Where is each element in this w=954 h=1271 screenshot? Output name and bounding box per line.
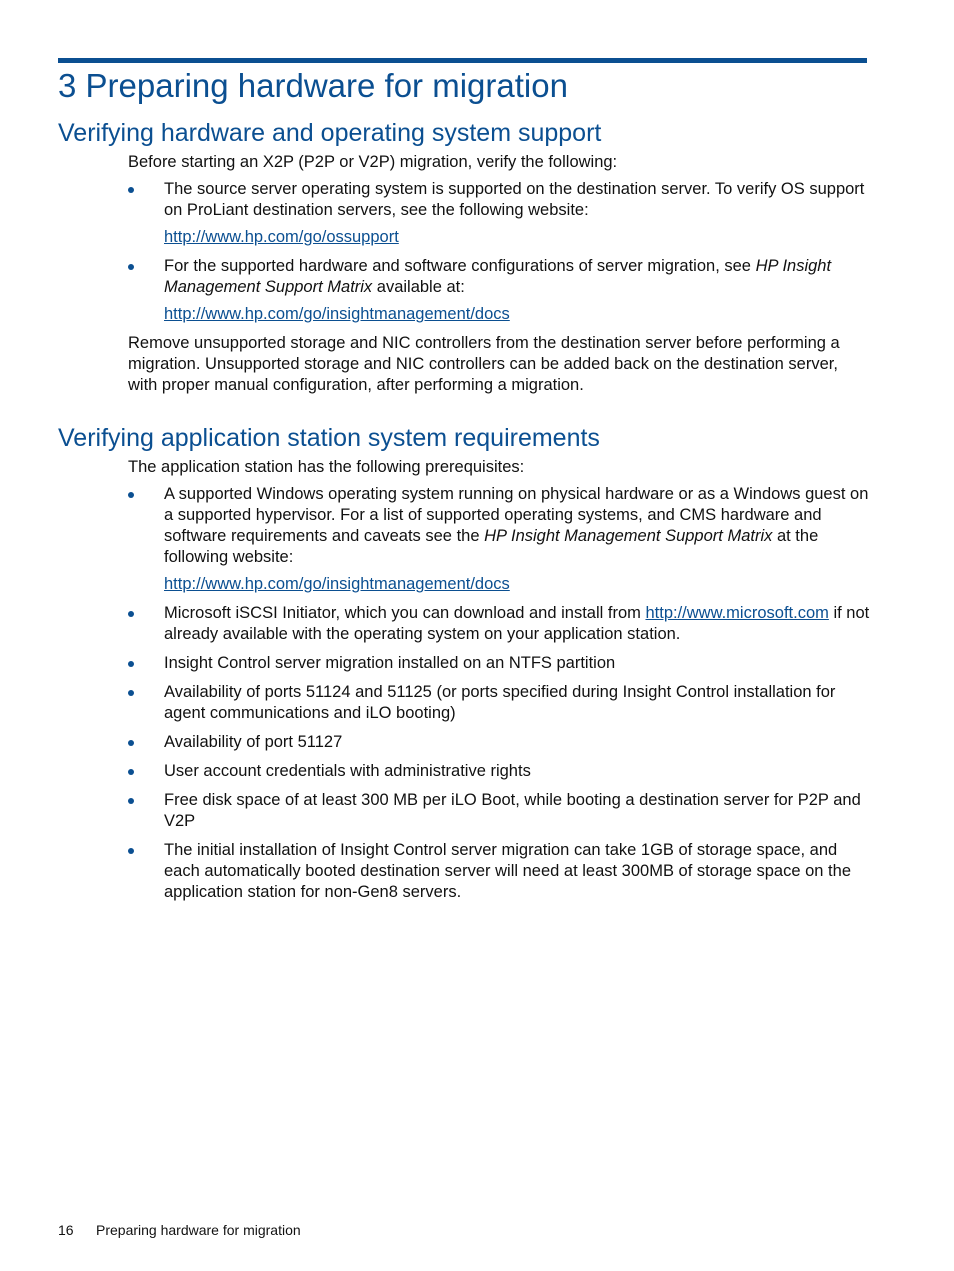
bullet-icon	[128, 264, 134, 270]
document-title-italic: HP Insight Management Support Matrix	[484, 527, 773, 545]
list-item	[164, 484, 870, 595]
section-hardware-os-support	[58, 118, 870, 396]
page-number: 16	[58, 1222, 74, 1238]
insightmanagement-docs-link[interactable]: http://www.hp.com/go/insightmanagement/docs	[164, 305, 510, 323]
list-item-text: Availability of ports 51124 and 51125 (or ports specified during Insight Control installation for agent communications and iLO booting)	[164, 683, 836, 722]
list-item	[164, 761, 870, 782]
document-title-italic: HP Insight Management Support Matrix	[164, 257, 832, 296]
bullet-icon	[128, 798, 134, 804]
insightmanagement-docs-link[interactable]: http://www.hp.com/go/insightmanagement/docs	[164, 575, 510, 593]
chapter-title: 3 Preparing hardware for migration	[58, 67, 568, 104]
prerequisites-list	[58, 484, 870, 903]
list-item-text: Free disk space of at least 300 MB per iLO Boot, while booting a destination server for P2P and V2P	[164, 791, 861, 830]
requirements-list	[58, 179, 870, 325]
list-item	[164, 682, 870, 724]
list-item-text: if not already available with the operating system on your application station.	[164, 604, 870, 643]
list-item-text: User account credentials with administrative rights	[164, 762, 531, 780]
list-item-text: Availability of port 51127	[164, 733, 343, 751]
list-item-text: The initial installation of Insight Control server migration can take 1GB of storage space, and each automatically booted destination server will need at least 300MB of storage space on the application station for non-Gen8 servers.	[164, 841, 851, 901]
bullet-icon	[128, 769, 134, 775]
list-item-text: available at:	[372, 278, 465, 296]
list-item	[164, 603, 870, 645]
list-item	[164, 790, 870, 832]
list-item-text: A supported Windows operating system running on physical hardware or as a Windows guest on a supported hypervisor. For a list of supported operating systems, and CMS hardware and software requirements and caveats see the	[164, 485, 869, 545]
chapter-rule	[58, 58, 867, 63]
footer-title: Preparing hardware for migration	[96, 1222, 301, 1238]
microsoft-link[interactable]: http://www.microsoft.com	[645, 604, 829, 622]
section-application-station	[58, 423, 870, 911]
list-item-text: For the supported hardware and software configurations of server migration, see	[164, 257, 756, 275]
bullet-icon	[128, 740, 134, 746]
list-item	[164, 840, 870, 903]
list-item-text: Insight Control server migration installed on an NTFS partition	[164, 654, 616, 672]
list-item-text: at the following website:	[164, 527, 819, 566]
list-item-text: The source server operating system is supported on the destination server. To verify OS support on ProLiant destination servers, see the following website:	[164, 180, 865, 219]
section-intro: The application station has the following prerequisites:	[128, 458, 525, 476]
list-item	[164, 179, 870, 248]
bullet-icon	[128, 611, 134, 617]
bullet-icon	[128, 661, 134, 667]
bullet-icon	[128, 187, 134, 193]
section-heading: Verifying hardware and operating system support	[58, 119, 602, 147]
bullet-icon	[128, 492, 134, 498]
bullet-icon	[128, 690, 134, 696]
bullet-icon	[128, 848, 134, 854]
section-intro: Before starting an X2P (P2P or V2P) migration, verify the following:	[128, 153, 618, 171]
list-item	[164, 653, 870, 674]
page-footer	[58, 1222, 301, 1238]
list-item-text: Microsoft iSCSI Initiator, which you can download and install from	[164, 604, 646, 622]
ossupport-link[interactable]: http://www.hp.com/go/ossupport	[164, 228, 399, 246]
list-item	[164, 732, 870, 753]
list-item	[164, 256, 870, 325]
section-heading: Verifying application station system requirements	[58, 424, 600, 452]
closing-paragraph: Remove unsupported storage and NIC controllers from the destination server before performing a migration. Unsupported storage and NIC controllers can be added back on the destination server, with proper manual configuration, after performing a migration.	[128, 334, 840, 394]
